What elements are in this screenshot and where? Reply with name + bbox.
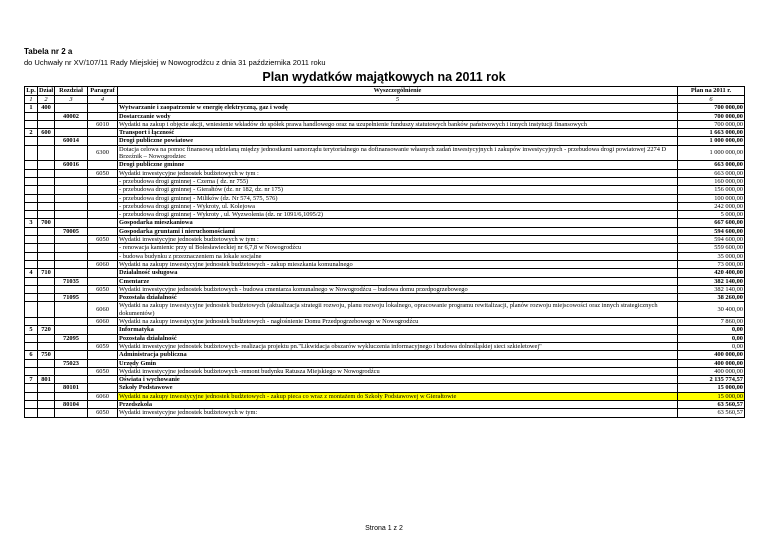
cell-rozdzial: 40002 <box>55 112 88 120</box>
cell-paragraf <box>88 359 118 367</box>
cell-lp <box>25 260 38 268</box>
cell-lp <box>25 252 38 260</box>
cell-dzial <box>38 211 55 219</box>
cell-plan-value: 559 600,00 <box>678 244 745 252</box>
cell-description: Transport i łączność <box>118 129 678 137</box>
cell-dzial <box>38 161 55 169</box>
cell-dzial <box>38 202 55 210</box>
table-row <box>25 351 745 359</box>
cell-description: Gospodarka gruntami i nieruchomościami <box>118 227 678 235</box>
cell-rozdzial <box>55 351 88 359</box>
cell-lp <box>25 120 38 128</box>
cell-plan-value: 100 000,00 <box>678 194 745 202</box>
cell-description: Urzędy Gmin <box>118 359 678 367</box>
cell-lp <box>25 294 38 302</box>
cell-plan-value: 15 000,00 <box>678 384 745 392</box>
cell-paragraf <box>88 294 118 302</box>
cell-dzial: 600 <box>38 129 55 137</box>
cell-plan-value: 700 000,00 <box>678 104 745 112</box>
header-rozdzial: Rozdział <box>55 87 88 96</box>
cell-rozdzial <box>55 244 88 252</box>
cell-plan-value: 2 135 774,57 <box>678 376 745 384</box>
cell-description: Wydatki na zakupy inwestycyjne jednostek budżetowych - zakup pieca co wraz z montażem do Szkoły Podstawowej w Gierałtowie <box>118 392 678 400</box>
cell-lp <box>25 211 38 219</box>
cell-lp <box>25 400 38 408</box>
cell-plan-value: 420 400,00 <box>678 269 745 277</box>
column-number-row <box>25 96 745 104</box>
cell-plan-value: 242 000,00 <box>678 202 745 210</box>
cell-rozdzial <box>55 342 88 350</box>
column-number: 2 <box>38 96 55 104</box>
cell-lp <box>25 302 38 318</box>
cell-dzial <box>38 227 55 235</box>
cell-dzial <box>38 409 55 417</box>
table-row <box>25 186 745 194</box>
cell-plan-value: 1 663 000,00 <box>678 129 745 137</box>
table-row <box>25 326 745 334</box>
header-paragraf: Paragraf <box>88 87 118 96</box>
cell-paragraf <box>88 252 118 260</box>
cell-lp <box>25 277 38 285</box>
cell-description: - przebudowa drogi gminnej - Milików (dz. Nr 574, 575, 576) <box>118 194 678 202</box>
cell-description: Działalność usługowa <box>118 269 678 277</box>
table-header-row <box>25 87 745 96</box>
cell-dzial <box>38 334 55 342</box>
cell-description: Wydatki na zakupy inwestycyjne jednostek budżetowych - nagłośnienie Domu Przedpogrzebowego w Nowogrodźcu <box>118 318 678 326</box>
cell-paragraf: 6060 <box>88 318 118 326</box>
cell-lp <box>25 169 38 177</box>
header-lp: Lp. <box>26 87 36 94</box>
cell-description: Wytwarzanie i zaopatrzenie w energię elektryczną, gaz i wodę <box>118 104 678 112</box>
cell-description: Informatyka <box>118 326 678 334</box>
cell-dzial <box>38 145 55 161</box>
table-row <box>25 277 745 285</box>
cell-dzial <box>38 137 55 145</box>
cell-plan-value: 700 000,00 <box>678 120 745 128</box>
cell-paragraf: 6060 <box>88 302 118 318</box>
cell-dzial <box>38 194 55 202</box>
cell-plan-value: 382 140,00 <box>678 285 745 293</box>
cell-dzial <box>38 169 55 177</box>
table-row <box>25 342 745 350</box>
cell-plan-value: 63 560,57 <box>678 409 745 417</box>
cell-dzial: 700 <box>38 219 55 227</box>
table-row <box>25 219 745 227</box>
cell-rozdzial <box>55 285 88 293</box>
cell-dzial <box>38 384 55 392</box>
expenditure-table <box>24 86 745 418</box>
cell-rozdzial <box>55 269 88 277</box>
cell-lp <box>25 334 38 342</box>
cell-description: Pozostała działalność <box>118 334 678 342</box>
cell-description: - budowa budynku z przeznaczeniem na lokale socjalne <box>118 252 678 260</box>
cell-rozdzial <box>55 392 88 400</box>
cell-paragraf <box>88 202 118 210</box>
table-row <box>25 359 745 367</box>
cell-plan-value: 73 000,00 <box>678 260 745 268</box>
cell-rozdzial <box>55 104 88 112</box>
cell-plan-value: 400 000,00 <box>678 367 745 375</box>
cell-description: Dostarczanie wody <box>118 112 678 120</box>
cell-plan-value: 0,00 <box>678 334 745 342</box>
table-row <box>25 169 745 177</box>
cell-dzial <box>38 392 55 400</box>
cell-plan-value: 594 600,00 <box>678 236 745 244</box>
cell-lp <box>25 227 38 235</box>
cell-description: Pozostała działalność <box>118 294 678 302</box>
cell-paragraf: 6050 <box>88 409 118 417</box>
cell-lp <box>25 285 38 293</box>
page-title: Plan wydatków majątkowych na 2011 rok <box>262 70 506 84</box>
cell-paragraf: 6050 <box>88 367 118 375</box>
table-row <box>25 202 745 210</box>
table-row <box>25 376 745 384</box>
cell-dzial <box>38 277 55 285</box>
cell-plan-value: 7 860,00 <box>678 318 745 326</box>
cell-rozdzial <box>55 120 88 128</box>
cell-paragraf <box>88 277 118 285</box>
cell-rozdzial <box>55 202 88 210</box>
table-row <box>25 302 745 318</box>
table-row <box>25 194 745 202</box>
cell-description: Przedszkola <box>118 400 678 408</box>
cell-lp <box>25 409 38 417</box>
cell-rozdzial: 72095 <box>55 334 88 342</box>
cell-dzial: 750 <box>38 351 55 359</box>
cell-paragraf <box>88 112 118 120</box>
cell-description: - przebudowa drogi gminnej - Gierałtów (dz. nr 182, dz. nr 175) <box>118 186 678 194</box>
cell-lp <box>25 186 38 194</box>
cell-dzial <box>38 367 55 375</box>
cell-paragraf <box>88 137 118 145</box>
header-plan: Plan na 2011 r. <box>678 87 745 96</box>
cell-paragraf <box>88 334 118 342</box>
cell-description: - przebudowa drogi gminnej - Wykroty , ul. Wyzwolenia (dz. nr 1091/6,1095/2) <box>118 211 678 219</box>
cell-plan-value: 382 140,00 <box>678 277 745 285</box>
cell-lp <box>25 112 38 120</box>
cell-description: Drogi publiczne powiatowe <box>118 137 678 145</box>
cell-lp <box>25 145 38 161</box>
cell-plan-value: 700 000,00 <box>678 112 745 120</box>
cell-paragraf <box>88 384 118 392</box>
cell-rozdzial <box>55 219 88 227</box>
table-row <box>25 252 745 260</box>
cell-paragraf: 6050 <box>88 169 118 177</box>
header-dzial: Dział <box>39 87 54 94</box>
cell-lp <box>25 367 38 375</box>
cell-plan-value: 594 600,00 <box>678 227 745 235</box>
cell-rozdzial: 60014 <box>55 137 88 145</box>
cell-dzial <box>38 359 55 367</box>
cell-paragraf <box>88 129 118 137</box>
cell-rozdzial <box>55 367 88 375</box>
cell-lp <box>25 137 38 145</box>
cell-rozdzial <box>55 169 88 177</box>
cell-lp <box>25 202 38 210</box>
table-row <box>25 294 745 302</box>
cell-plan-value: 38 260,00 <box>678 294 745 302</box>
cell-dzial <box>38 318 55 326</box>
cell-rozdzial <box>55 145 88 161</box>
cell-rozdzial <box>55 186 88 194</box>
cell-dzial: 801 <box>38 376 55 384</box>
cell-description: Szkoły Podstawowe <box>118 384 678 392</box>
cell-paragraf: 6060 <box>88 260 118 268</box>
cell-plan-value: 400 000,00 <box>678 359 745 367</box>
cell-plan-value: 30 400,00 <box>678 302 745 318</box>
cell-dzial: 710 <box>38 269 55 277</box>
cell-rozdzial: 80101 <box>55 384 88 392</box>
cell-paragraf <box>88 269 118 277</box>
cell-rozdzial <box>55 129 88 137</box>
cell-description: Wydatki na zakup i objęcie akcji, wniesienie wkładów do spółek prawa handlowego oraz na uzupełnienie funduszy statutowych banków państwowych i innych instytucji finansowych <box>118 120 678 128</box>
table-row <box>25 177 745 185</box>
cell-rozdzial: 75023 <box>55 359 88 367</box>
cell-plan-value: 1 000 000,00 <box>678 137 745 145</box>
cell-lp: 4 <box>25 269 38 277</box>
cell-description: - przebudowa drogi gminnej - Wykroty, ul. Kolejowa <box>118 202 678 210</box>
table-row <box>25 161 745 169</box>
cell-description: - renowacja kamienic przy ul Bolesławieckiej nr 6,7,8 w Nowogrodźcu <box>118 244 678 252</box>
cell-plan-value: 63 560,57 <box>678 400 745 408</box>
cell-description: Wydatki inwestycyjne jednostek budżetowych w tym : <box>118 169 678 177</box>
column-number: 4 <box>88 96 118 104</box>
cell-plan-value: 15 000,00 <box>678 392 745 400</box>
cell-plan-value: 160 000,00 <box>678 177 745 185</box>
cell-lp <box>25 194 38 202</box>
cell-paragraf: 6059 <box>88 342 118 350</box>
cell-paragraf: 6050 <box>88 285 118 293</box>
cell-rozdzial <box>55 252 88 260</box>
resolution-reference: do Uchwały nr XV/107/11 Rady Miejskiej w Nowogrodźcu z dnia 31 października 2011 roku <box>24 58 326 67</box>
cell-lp: 3 <box>25 219 38 227</box>
cell-lp: 2 <box>25 129 38 137</box>
cell-paragraf <box>88 104 118 112</box>
cell-rozdzial: 70005 <box>55 227 88 235</box>
cell-lp: 7 <box>25 376 38 384</box>
column-number: 6 <box>678 96 745 104</box>
cell-plan-value: 156 000,00 <box>678 186 745 194</box>
cell-paragraf <box>88 186 118 194</box>
cell-dzial <box>38 294 55 302</box>
table-number: Tabela nr 2 a <box>24 47 73 56</box>
cell-dzial <box>38 186 55 194</box>
cell-description: Oświata i wychowanie <box>118 376 678 384</box>
cell-description: Wydatki inwestycyjne jednostek budżetowych w tym : <box>118 236 678 244</box>
cell-dzial: 400 <box>38 104 55 112</box>
cell-plan-value: 0,00 <box>678 326 745 334</box>
cell-description: Drogi publiczne gminne <box>118 161 678 169</box>
column-number: 1 <box>25 96 38 104</box>
cell-rozdzial <box>55 326 88 334</box>
cell-paragraf <box>88 219 118 227</box>
cell-lp <box>25 161 38 169</box>
table-row <box>25 400 745 408</box>
cell-description: Wydatki inwestycyjne jednostek budżetowych - budowa cmentarza komunalnego w Nowogrodźcu – budowa domu przedpogrzebowego <box>118 285 678 293</box>
cell-dzial <box>38 302 55 318</box>
cell-paragraf <box>88 400 118 408</box>
cell-plan-value: 400 000,00 <box>678 351 745 359</box>
cell-dzial <box>38 260 55 268</box>
cell-dzial: 720 <box>38 326 55 334</box>
cell-description: Dotacja celowa na pomoc finansową udzielaną między jednostkami samorządu terytorialnego na dofinansowanie własnych zadań inwestycyjnych i zakupów inwestycyjnych - przebudowa drogi powiatowej 2274 D Brzeźnik – Nowogrodziec <box>118 145 678 161</box>
cell-rozdzial <box>55 236 88 244</box>
cell-description: Gospodarka mieszkaniowa <box>118 219 678 227</box>
cell-paragraf <box>88 244 118 252</box>
cell-lp <box>25 392 38 400</box>
cell-plan-value: 5 000,00 <box>678 211 745 219</box>
cell-lp <box>25 236 38 244</box>
table-row <box>25 318 745 326</box>
cell-dzial <box>38 252 55 260</box>
cell-rozdzial: 80104 <box>55 400 88 408</box>
cell-rozdzial <box>55 376 88 384</box>
cell-paragraf <box>88 211 118 219</box>
cell-rozdzial: 71035 <box>55 277 88 285</box>
table-row <box>25 145 745 161</box>
cell-paragraf <box>88 227 118 235</box>
cell-lp <box>25 318 38 326</box>
cell-description: Wydatki inwestycyjne jednostek budżetowych w tym: <box>118 409 678 417</box>
table-row <box>25 236 745 244</box>
cell-paragraf: 6050 <box>88 236 118 244</box>
cell-description: - przebudowa drogi gminnej - Czerna ( dz. nr 755) <box>118 177 678 185</box>
cell-rozdzial <box>55 211 88 219</box>
cell-paragraf <box>88 161 118 169</box>
cell-description: Cmentarze <box>118 277 678 285</box>
cell-description: Administracja publiczna <box>118 351 678 359</box>
cell-plan-value: 663 000,00 <box>678 161 745 169</box>
cell-paragraf <box>88 326 118 334</box>
cell-dzial <box>38 236 55 244</box>
cell-rozdzial <box>55 177 88 185</box>
column-number: 5 <box>118 96 678 104</box>
table-row <box>25 269 745 277</box>
table-row <box>25 244 745 252</box>
cell-dzial <box>38 244 55 252</box>
cell-paragraf <box>88 351 118 359</box>
cell-rozdzial <box>55 194 88 202</box>
page-footer: Strona 1 z 2 <box>365 525 403 532</box>
cell-plan-value: 667 600,00 <box>678 219 745 227</box>
cell-plan-value: 1 000 000,00 <box>678 145 745 161</box>
cell-paragraf: 6010 <box>88 120 118 128</box>
cell-rozdzial: 60016 <box>55 161 88 169</box>
cell-lp <box>25 359 38 367</box>
header-description: Wyszczególnienie <box>118 87 678 96</box>
cell-paragraf <box>88 177 118 185</box>
cell-paragraf: 6300 <box>88 145 118 161</box>
cell-lp <box>25 342 38 350</box>
table-row <box>25 392 745 400</box>
table-row <box>25 120 745 128</box>
cell-lp: 5 <box>25 326 38 334</box>
cell-dzial <box>38 120 55 128</box>
cell-plan-value: 663 000,00 <box>678 169 745 177</box>
cell-lp: 1 <box>25 104 38 112</box>
table-row <box>25 227 745 235</box>
table-row <box>25 104 745 112</box>
cell-plan-value: 0,00 <box>678 342 745 350</box>
cell-dzial <box>38 177 55 185</box>
table-row <box>25 129 745 137</box>
cell-dzial <box>38 285 55 293</box>
table-row <box>25 285 745 293</box>
cell-rozdzial <box>55 318 88 326</box>
table-row <box>25 384 745 392</box>
table-row <box>25 112 745 120</box>
table-row <box>25 409 745 417</box>
cell-description: Wydatki inwestycyjne jednostek budżetowych- realizacja projektu pn."Likwidacja obszarów wykluczenia informacyjnego i budowa dolnośląskiej sieci szkieletowej" <box>118 342 678 350</box>
cell-paragraf: 6060 <box>88 392 118 400</box>
cell-rozdzial <box>55 302 88 318</box>
cell-lp <box>25 384 38 392</box>
cell-lp: 6 <box>25 351 38 359</box>
cell-dzial <box>38 342 55 350</box>
table-row <box>25 367 745 375</box>
cell-paragraf <box>88 376 118 384</box>
cell-dzial <box>38 112 55 120</box>
cell-description: Wydatki na zakupy inwestycyjne jednostek budżetowych (aktualizacja strategii rozwoju, planu rozwoju lokalnego, opracowanie programu rewitalizacji, planów rozwoju miejscowości oraz innych strategicznych dokumentów) <box>118 302 678 318</box>
cell-paragraf <box>88 194 118 202</box>
cell-rozdzial <box>55 260 88 268</box>
cell-lp <box>25 244 38 252</box>
cell-description: Wydatki na zakupy inwestycyjne jednostek budżetowych - zakup mieszkania komunalnego <box>118 260 678 268</box>
cell-plan-value: 35 000,00 <box>678 252 745 260</box>
table-row <box>25 260 745 268</box>
cell-rozdzial <box>55 409 88 417</box>
table-row <box>25 137 745 145</box>
table-row <box>25 211 745 219</box>
table-row <box>25 334 745 342</box>
cell-description: Wydatki inwestycyjne jednostek budżetowych -remont budynku Ratusza Miejskiego w Nowogrodźcu <box>118 367 678 375</box>
cell-dzial <box>38 400 55 408</box>
cell-lp <box>25 177 38 185</box>
column-number: 3 <box>55 96 88 104</box>
cell-rozdzial: 71095 <box>55 294 88 302</box>
